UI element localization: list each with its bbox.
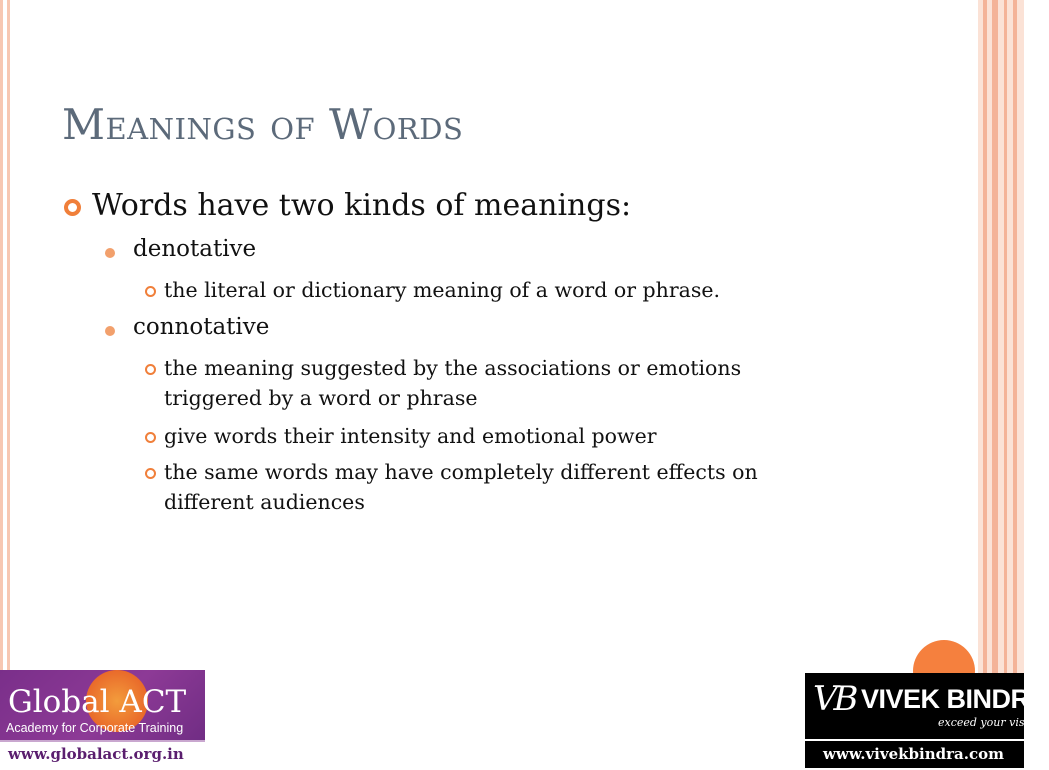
vivek-bindra-logo (805, 673, 1049, 768)
vb-monogram-icon: VB (813, 679, 855, 719)
logo-url: www.globalact.org.in (8, 745, 184, 763)
bullet-ring-icon (145, 364, 156, 375)
logo-tagline: Academy for Corporate Training (6, 721, 184, 735)
bullet-level1: Words have two kinds of meanings: (92, 188, 632, 223)
logo-url: www.vivekbindra.com (823, 745, 1004, 763)
bullet-level3-line: the meaning suggested by the associations or emotions (164, 356, 742, 380)
bullet-ring-icon (145, 468, 156, 479)
bullet-ring-icon (145, 286, 156, 297)
bullet-dot-icon (105, 248, 115, 258)
global-act-logo (0, 670, 205, 768)
bullet-level3-line: triggered by a word or phrase (164, 386, 478, 410)
bullet-level2: denotative (133, 236, 257, 262)
bullet-level2: connotative (133, 314, 270, 340)
right-decor-stripe (1004, 0, 1007, 768)
bullet-ring-icon (145, 432, 156, 443)
logo-brand: Global ACT (8, 684, 187, 720)
logo-url-bar (805, 741, 1024, 768)
left-decor-stripe (0, 0, 3, 768)
bullet-level3: the literal or dictionary meaning of a word or phrase. (164, 278, 721, 302)
right-decor-stripe (992, 0, 998, 768)
bullet-ring-icon (64, 199, 81, 216)
slide-title: Meanings of Words (62, 100, 464, 149)
bullet-dot-icon (105, 326, 115, 336)
right-decor-stripe (983, 0, 987, 768)
left-decor-stripe (7, 0, 10, 768)
logo-name: VIVEK BINDRA (861, 684, 1049, 714)
right-decor-stripe (1013, 0, 1017, 768)
bullet-level3: give words their intensity and emotional power (164, 424, 657, 448)
logo-url-bar (0, 740, 205, 770)
bullet-level3-line: different audiences (164, 490, 365, 514)
logo-slogan: exceed your vision (938, 716, 1042, 729)
bullet-level3-line: the same words may have completely different effects on (164, 460, 758, 484)
logo-top-panel (805, 673, 1049, 739)
